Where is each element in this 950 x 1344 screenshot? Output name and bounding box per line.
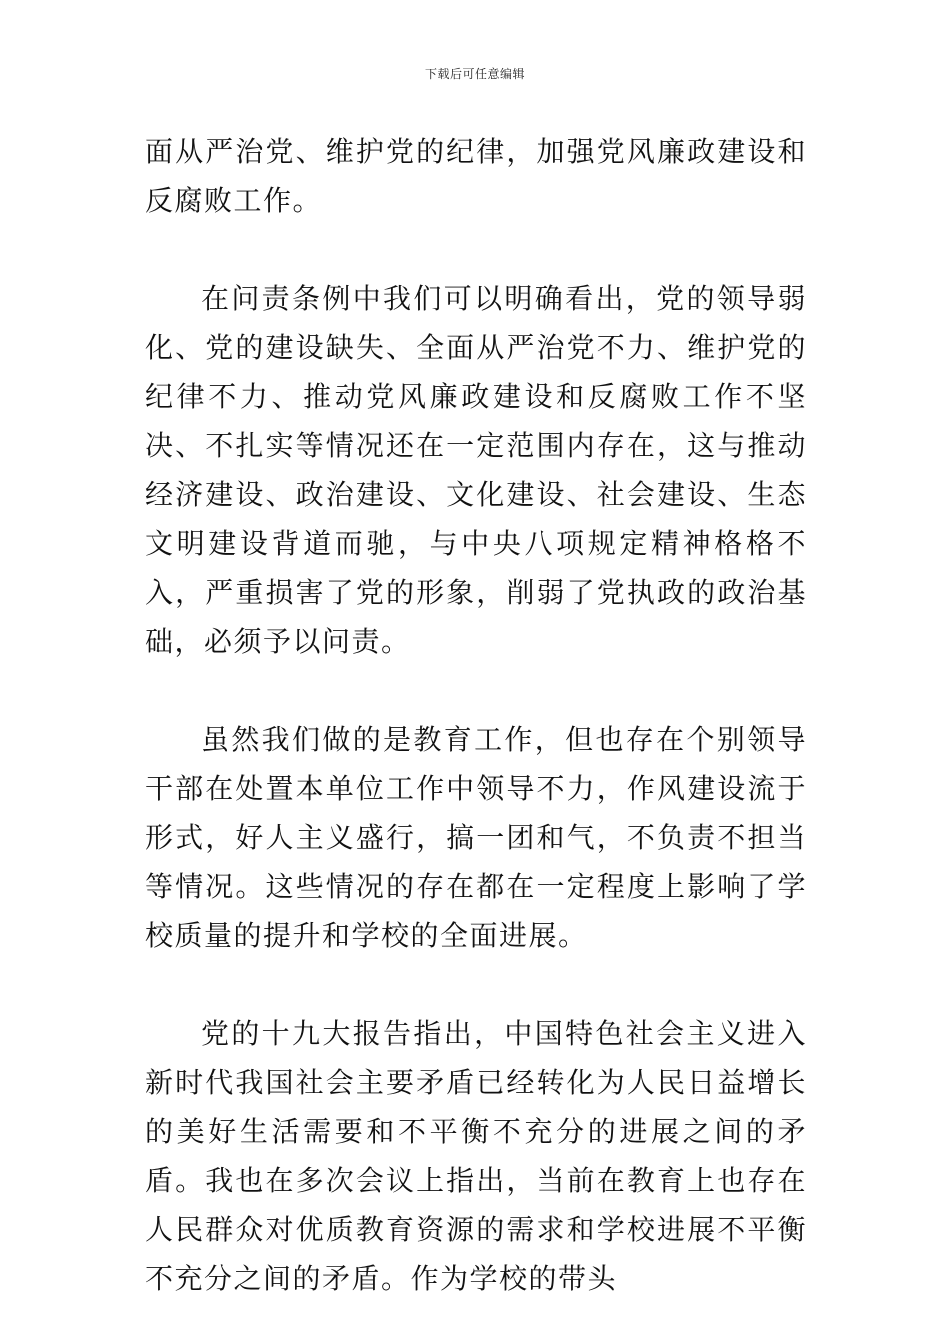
- paragraph-continued: 面从严治党、维护党的纪律，加强党风廉政建设和反腐败工作。: [145, 135, 807, 217]
- paragraph-education-work: 虽然我们做的是教育工作，但也存在个别领导干部在处置本单位工作中领导不力，作风建设流于形式，好人主义盛行，搞一团和气，不负责不担当等情况。这些情况的存在都在一定程度上影响了学校质量的提升和学校的全面进展。: [145, 723, 807, 952]
- paragraph-nineteenth-congress: 党的十九大报告指出，中国特色社会主义进入新时代我国社会主要矛盾已经转化为人民日益增长的美好生活需要和不平衡不充分的进展之间的矛盾。我也在多次会议上指出，当前在教育上也存在人民群众对优质教育资源的需求和学校进展不平衡不充分之间的矛盾。作为学校的带头: [145, 1017, 807, 1295]
- paragraph-gap: [145, 960, 807, 1009]
- paragraph-gap: [145, 225, 807, 274]
- page-header-note: 下载后可任意编辑: [424, 67, 525, 81]
- paragraph-gap: [145, 666, 807, 715]
- document-body: [145, 127, 807, 1303]
- paragraph-accountability: 在问责条例中我们可以明确看出，党的领导弱化、党的建设缺失、全面从严治党不力、维护党的纪律不力、推动党风廉政建设和反腐败工作不坚决、不扎实等情况还在一定范围内存在，这与推动经济建设、政治建设、文化建设、社会建设、生态文明建设背道而驰，与中央八项规定精神格格不入，严重损害了党的形象，削弱了党执政的政治基础，必须予以问责。: [145, 282, 807, 658]
